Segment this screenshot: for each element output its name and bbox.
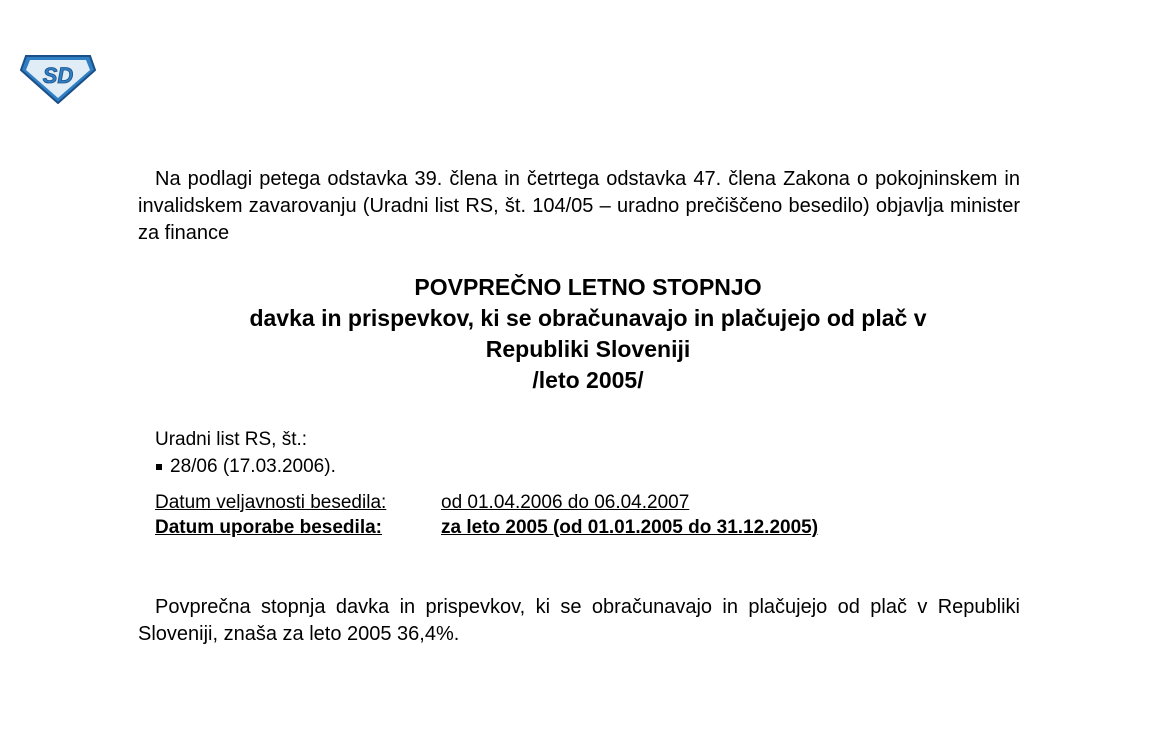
gazette-reference — [155, 426, 336, 480]
document-title — [138, 272, 1038, 396]
intro-text: Na podlagi petega odstavka 39. člena in četrtega odstavka 47. člena Zakona o pokojninskem in invalidskem zavarovanju (Uradni list RS, št. 104/05 – uradno prečiščeno besedilo) objavlja minister za finance — [138, 168, 1020, 244]
gazette-label: Uradni list RS, št.: — [155, 429, 308, 450]
gazette-item — [155, 453, 336, 480]
title-line-1: POVPREČNO LETNO STOPNJO — [414, 274, 762, 300]
usage-row — [155, 515, 818, 540]
dates-block — [155, 490, 818, 540]
title-line-4: /leto 2005/ — [532, 367, 644, 393]
conclusion-text: Povprečna stopnja davka in prispevkov, ki se obračunavajo in plačujejo od plač v Republiki Sloveniji, znaša za leto 2005 36,4%. — [138, 596, 1020, 645]
logo-monogram: SD — [42, 63, 74, 88]
intro-paragraph — [138, 166, 1020, 247]
sd-logo — [20, 50, 96, 104]
title-line-2: davka in prispevkov, ki se obračunavajo in plačujejo od plač v — [249, 305, 927, 331]
conclusion-paragraph — [138, 594, 1020, 648]
title-line-3: Republiki Sloveniji — [485, 336, 691, 362]
gazette-item-text: 28/06 (17.03.2006). — [170, 456, 336, 477]
validity-row — [155, 490, 818, 515]
validity-value: od 01.04.2006 do 06.04.2007 — [441, 492, 690, 513]
usage-label: Datum uporabe besedila: — [155, 517, 382, 538]
usage-value: za leto 2005 (od 01.01.2005 do 31.12.2005) — [441, 517, 819, 538]
bullet-icon — [156, 464, 162, 470]
validity-label: Datum veljavnosti besedila: — [155, 492, 387, 513]
